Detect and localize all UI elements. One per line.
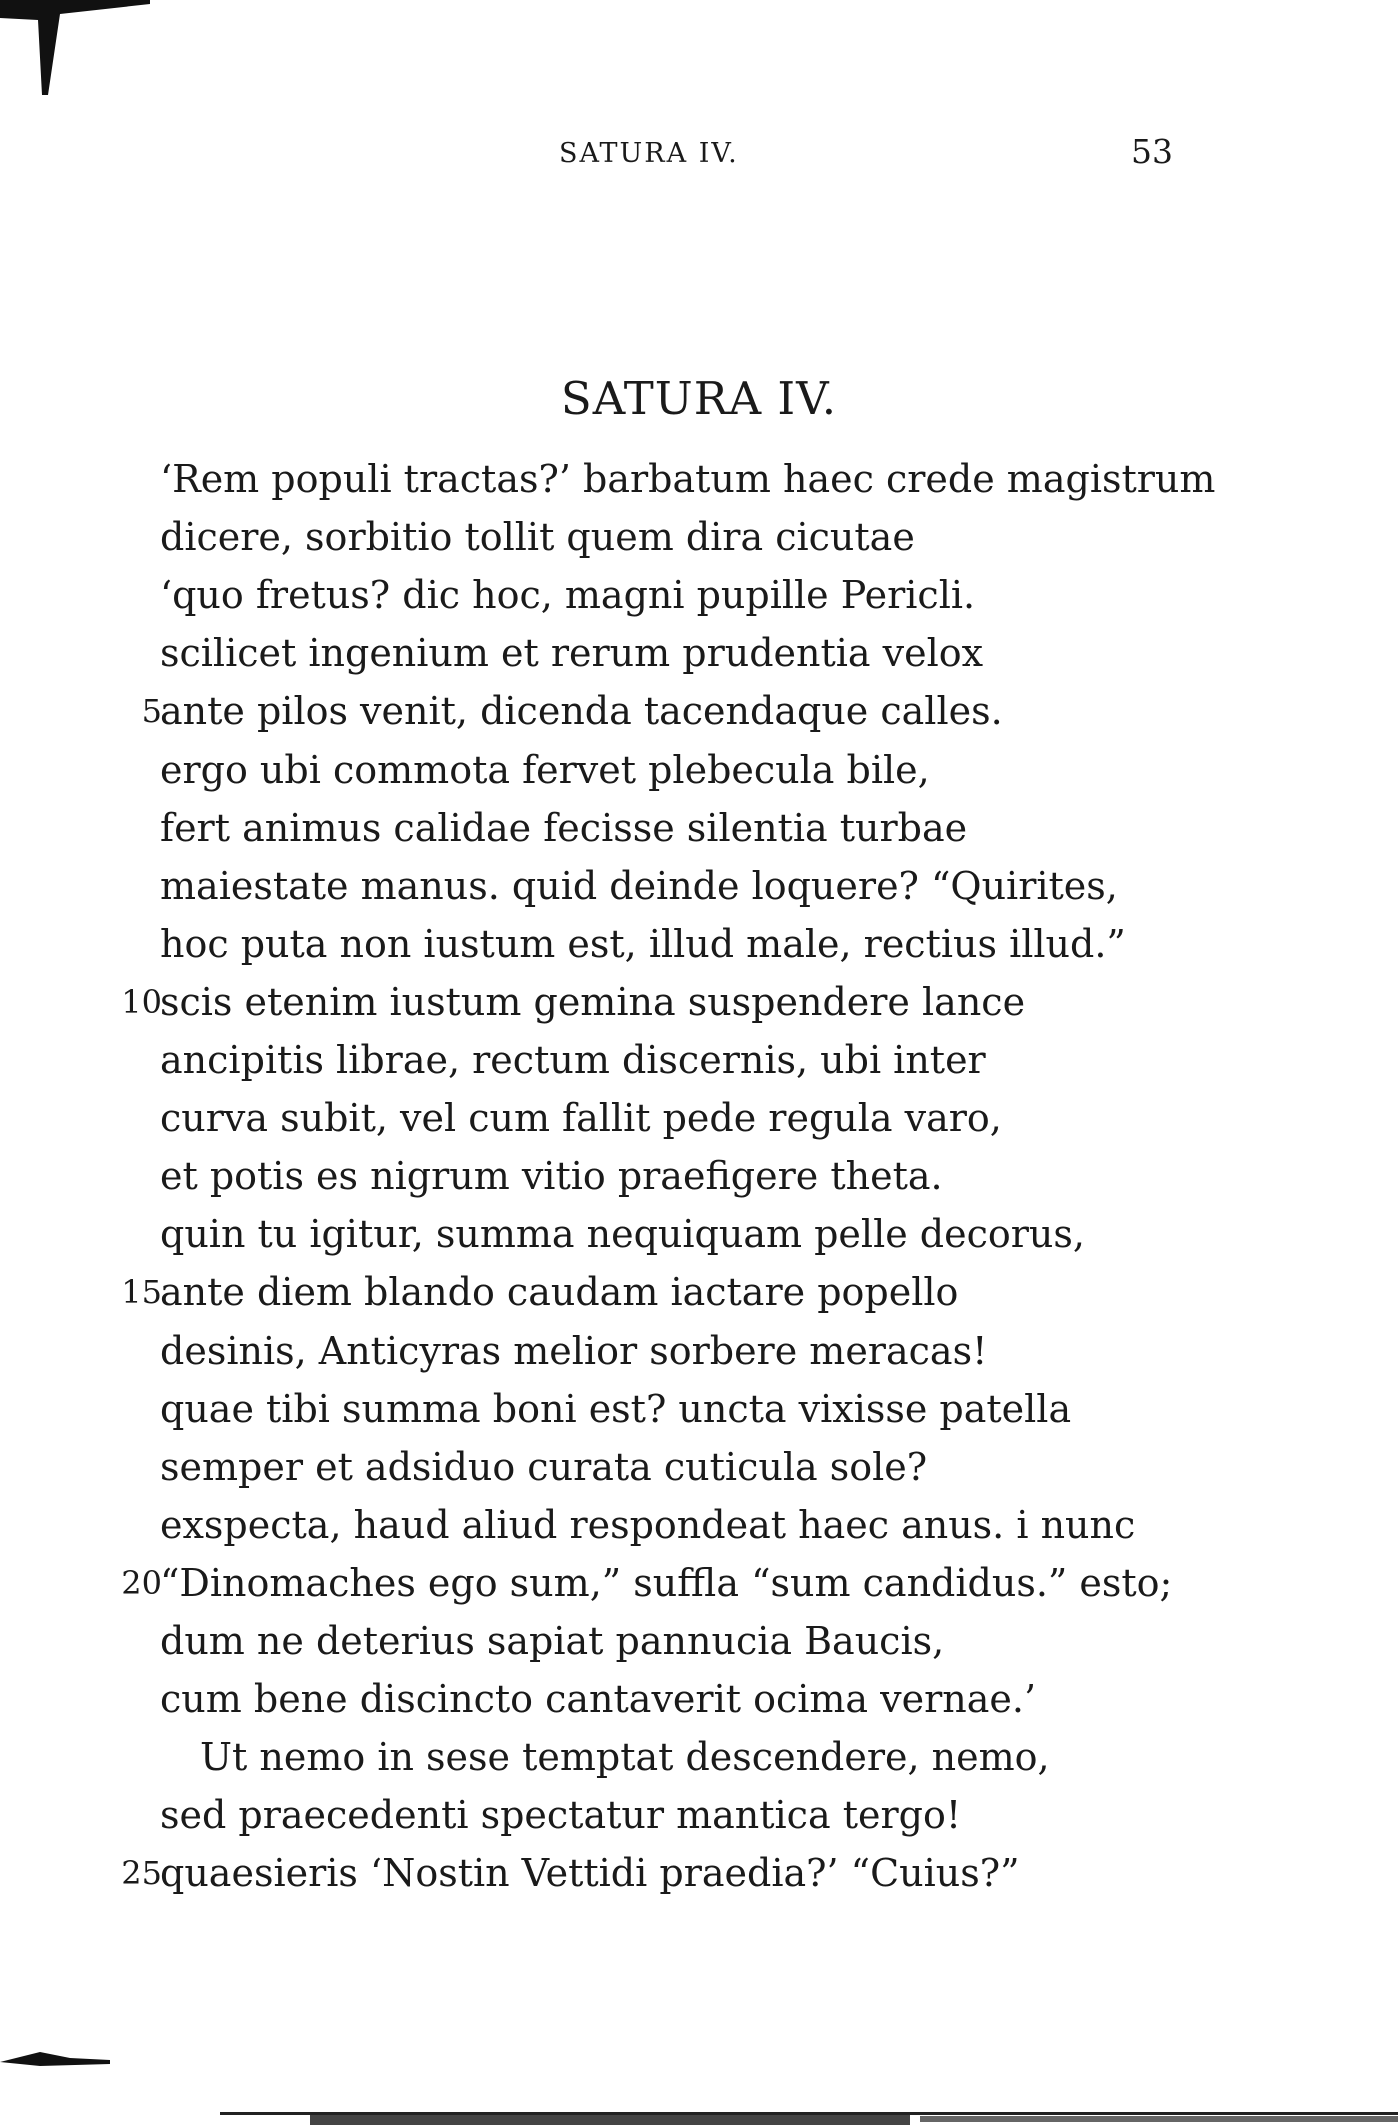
verse-line [0, 857, 1398, 915]
verse-text: quaesieris ‘Nostin Vettidi praedia?’ “Cuius?” [160, 1851, 1020, 1896]
verse-text: scis etenim iustum gemina suspendere lance [160, 979, 1026, 1024]
verse-line [0, 1728, 1398, 1786]
verse-line [0, 1089, 1398, 1147]
line-number: 15 [121, 1273, 162, 1312]
verse-text: sed praecedenti spectatur mantica tergo! [160, 1793, 962, 1838]
verse-line [0, 915, 1398, 973]
edge-arrow-mark-icon [0, 2048, 120, 2068]
verse-text: maiestate manus. quid deinde loquere? “Quirites, [160, 863, 1118, 908]
verse-line [0, 450, 1398, 508]
verse-text: ancipitis librae, rectum discernis, ubi inter [160, 1038, 986, 1082]
corner-mark-icon [0, 0, 160, 100]
verse-text: scilicet ingenium et rerum prudentia velox [160, 631, 984, 676]
verse-text: quae tibi summa boni est? uncta vixisse patella [160, 1386, 1072, 1431]
bottom-scan-rule [220, 2110, 1398, 2127]
verse-text: desinis, Anticyras melior sorbere meracas! [160, 1328, 988, 1373]
verse-line [0, 1031, 1398, 1089]
verse-line [0, 973, 1398, 1031]
verse-text: ‘quo fretus? dic hoc, magni pupille Pericli. [160, 573, 976, 618]
running-header [0, 132, 1398, 178]
verse-text: Ut nemo in sese temptat descendere, nemo, [200, 1735, 1050, 1780]
poem-title: SATURA IV. [560, 372, 838, 425]
verse-text: dicere, sorbitio tollit quem dira cicutae [160, 515, 915, 560]
verse-text: ante diem blando caudam iactare popello [160, 1270, 959, 1315]
verse-line [0, 799, 1398, 857]
verse-line [0, 1786, 1398, 1844]
verse-line [0, 624, 1398, 682]
verse-text: dum ne deterius sapiat pannucia Baucis, [160, 1619, 945, 1663]
verse-line [0, 508, 1398, 566]
verse-text: exspecta, haud aliud respondeat haec anus. i nunc [160, 1502, 1136, 1547]
verse-text: curva subit, vel cum fallit pede regula varo, [160, 1096, 1002, 1141]
verse-text: cum bene discincto cantaverit ocima vernae.’ [160, 1677, 1037, 1722]
verse-line [0, 682, 1398, 740]
verse-text: ergo ubi commota fervet plebecula bile, [160, 747, 930, 792]
line-number: 10 [121, 982, 162, 1021]
verse-line [0, 1612, 1398, 1670]
verse-text: ‘Rem populi tractas?’ barbatum haec crede magistrum [160, 457, 1216, 501]
verse-line [0, 1263, 1398, 1321]
verse-text: semper et adsiduo curata cuticula sole? [160, 1444, 928, 1489]
verse-line [0, 1438, 1398, 1496]
verse-text: “Dinomaches ego sum,” suffla “sum candidus.” esto; [160, 1560, 1173, 1605]
verse-line [0, 1205, 1398, 1263]
verse-line [0, 1322, 1398, 1380]
verse-line [0, 1554, 1398, 1612]
verse-line [0, 741, 1398, 799]
verse-text: hoc puta non iustum est, illud male, rectius illud.” [160, 921, 1126, 966]
verse-text: ante pilos venit, dicenda tacendaque calles. [160, 689, 1003, 734]
verse-text: fert animus calidae fecisse silentia turbae [160, 805, 968, 850]
verse-line [0, 1844, 1398, 1902]
line-number: 25 [121, 1854, 162, 1893]
verse-line [0, 566, 1398, 624]
verse-text: quin tu igitur, summa nequiquam pelle decorus, [160, 1212, 1085, 1257]
verse-line [0, 1147, 1398, 1205]
verse-text: et potis es nigrum vitio praefigere theta. [160, 1154, 943, 1199]
verse-line [0, 1670, 1398, 1728]
verse-line [0, 1496, 1398, 1554]
page-number: 53 [1131, 132, 1173, 171]
running-title: SATURA IV. [559, 138, 739, 169]
verse-line [0, 1380, 1398, 1438]
line-number: 5 [141, 692, 162, 731]
line-number: 20 [121, 1563, 162, 1602]
